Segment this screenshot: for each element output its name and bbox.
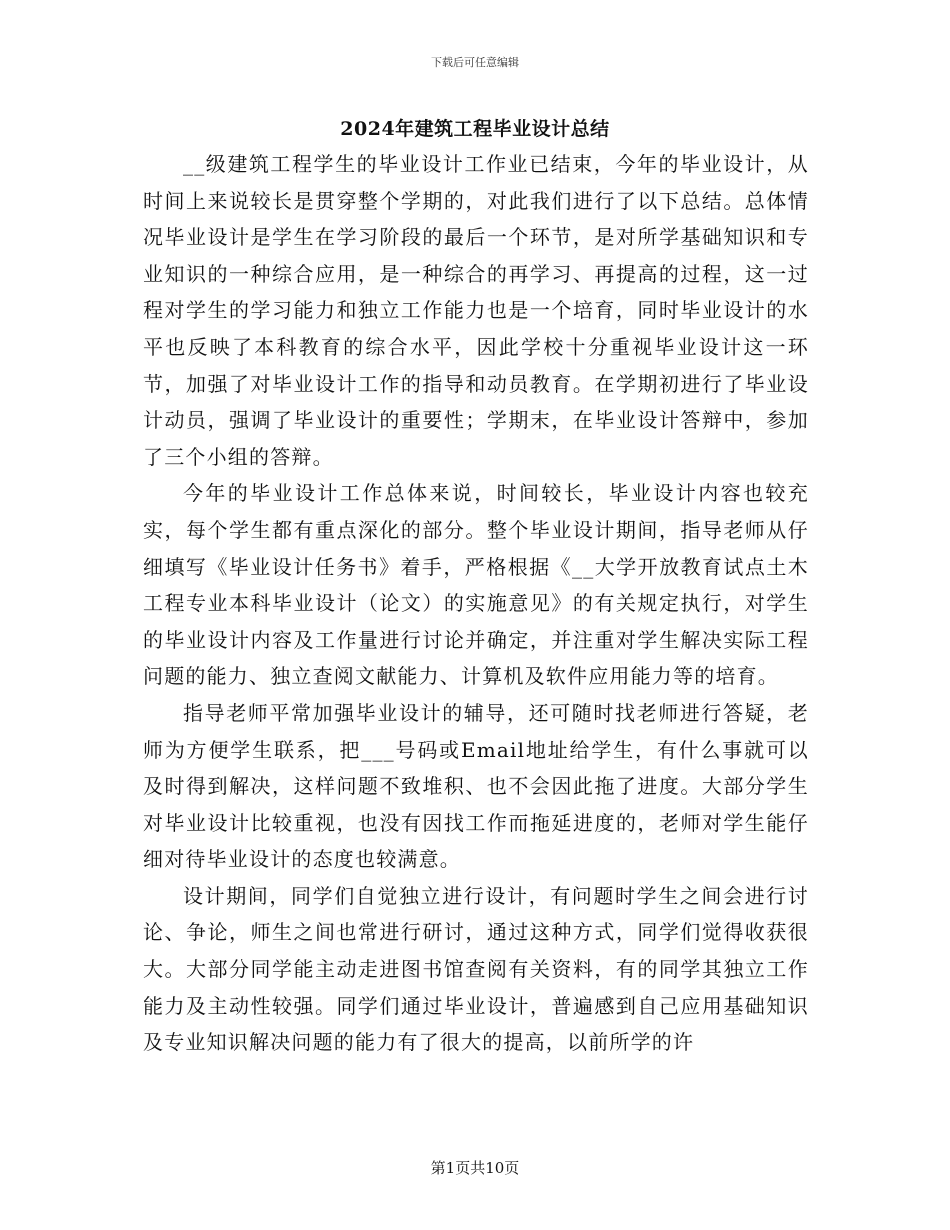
paragraph-3: 指导老师平常加强毕业设计的辅导，还可随时找老师进行答疑，老师为方便学生联系，把___号码或Email地址给学生，有什么事就可以及时得到解决，这样问题不致堆积、也不会因此拖了进度。大部分学生对毕业设计比较重视，也没有因找工作而拖延进度的，老师对学生能仔细对待毕业设计的态度也较满意。 — [143, 700, 809, 872]
paragraph-1: __级建筑工程学生的毕业设计工作业已结束，今年的毕业设计，从时间上来说较长是贯穿整个学期的，对此我们进行了以下总结。总体情况毕业设计是学生在学习阶段的最后一个环节，是对所学基础知识和专业知识的一种综合应用，是一种综合的再学习、再提高的过程，这一过程对学生的学习能力和独立工作能力也是一个培育，同时毕业设计的水平也反映了本科教育的综合水平，因此学校十分重视毕业设计这一环节，加强了对毕业设计工作的指导和动员教育。在学期初进行了毕业设计动员，强调了毕业设计的重要性；学期末，在毕业设计答辩中，参加了三个小组的答辩。 — [143, 152, 809, 469]
document-title: 2024年建筑工程毕业设计总结 — [340, 118, 610, 140]
document-body — [143, 146, 809, 1061]
paragraph-2: 今年的毕业设计工作总体来说，时间较长，毕业设计内容也较充实，每个学生都有重点深化的部分。整个毕业设计期间，指导老师从仔细填写《毕业设计任务书》着手，严格根据《__大学开放教育试点土木工程专业本科毕业设计（论文）的实施意见》的有关规定执行，对学生的毕业设计内容及工作量进行讨论并确定，并注重对学生解决实际工程问题的能力、独立查阅文献能力、计算机及软件应用能力等的培育。 — [143, 481, 809, 689]
page-number-footer: 第1页共10页 — [430, 1159, 520, 1177]
paragraph-4: 设计期间，同学们自觉独立进行设计，有问题时学生之间会进行讨论、争论，师生之间也常进行研讨，通过这种方式，同学们觉得收获很大。大部分同学能主动走进图书馆查阅有关资料，有的同学其独立工作能力及主动性较强。同学们通过毕业设计，普遍感到自己应用基础知识及专业知识解决问题的能力有了很大的提高，以前所学的许 — [143, 883, 809, 1055]
header-note: 下载后可任意编辑 — [431, 56, 519, 69]
